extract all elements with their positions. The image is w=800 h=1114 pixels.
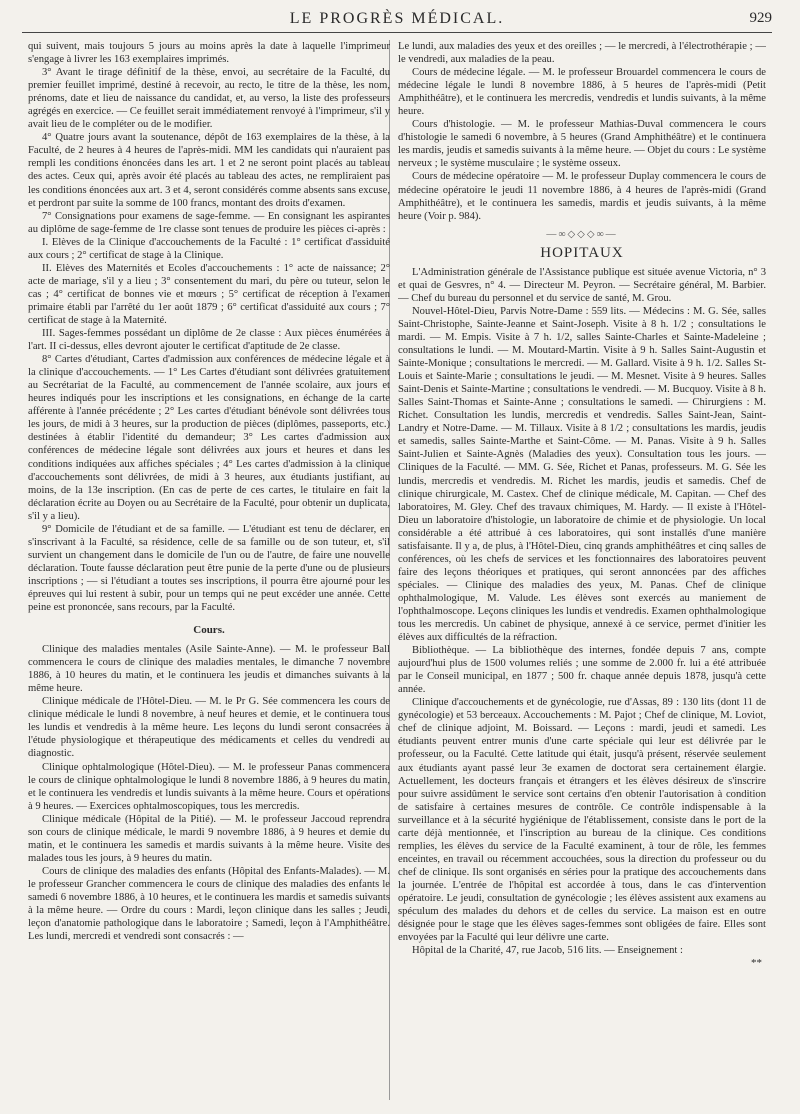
paragraph: Cours de clinique des maladies des enfants (Hôpital des Enfants-Malades). — M. le professeur Grancher commencera le cours de clinique des maladies des enfants le samedi 6 novembre 1886, à 10 heures, et le continuera les mardis et samedis suivants à la même heure. — Ordre du cours : Mardi, leçon clinique dans les salles ; Jeudi, leçon d'anatomie pathologique dans le laboratoire ; Samedi, leçon à l'Amphithéâtre. Les lundi, mercredi et vendredi sont consacrés : — [28, 865, 390, 943]
paragraph: 7° Consignations pour examens de sage-femme. — En consignant les aspirantes au diplôme de sage-femme de 1re classe sont tenues de produire les pièces ci-après : [28, 210, 390, 235]
paragraph: Le lundi, aux maladies des yeux et des oreilles ; — le mercredi, à l'électrothérapie ; — le vendredi, aux maladies de la peau. [398, 41, 766, 66]
journal-title: LE PROGRÈS MÉDICAL. [289, 10, 505, 27]
paragraph: 3° Avant le tirage définitif de la thèse, envoi, au secrétaire de la Faculté, du premier feuillet imprimé, destiné à recevoir, au recto, le titre de la thèse, les nom, prénoms, date et lieu de naissance du candidat, et, au verso, la liste des professeurs agrégés en exercice. — Ce feuillet serait immédiatement renvoyé à l'imprimeur, s'il y avait lieu de le compléter ou de le modifier. [28, 67, 390, 131]
paragraph: II. Elèves des Maternités et Ecoles d'accouchements : 1° acte de naissance; 2° acte de mariage, s'il y a lieu ; 3° consentement du mari, du père ou tuteur, selon le cas ; 4° certificat de bonnes vie et mœurs ; 5° certificat de réception à l'examen primaire établi par l'arrêté du 1er août 1879 ; 6° certificat d'assiduité aux cours ; 7° certificat de stage à la Maternité. [28, 262, 390, 326]
paragraph: Clinique ophtalmologique (Hôtel-Dieu). — M. le professeur Panas commencera le cours de clinique ophtalmologique le lundi 8 novembre 1886, à 9 heures du matin, et le continuera les vendredis et lundis suivants à la même heure. Cours et opérations à 9 heures. — Exercices ophtalmoscopiques, tous les mercredis. [28, 761, 390, 812]
paragraph: 4° Quatre jours avant la soutenance, dépôt de 163 exemplaires de la thèse, à la Faculté, de 2 heures à 4 heures de l'après-midi. MM les candidats qui n'auraient pas rempli les conditions énoncées dans les art. 1 et 2 ne seront point placés au tableau des actes. Ceux qui, après avoir été placés au tableau des actes, ne rempliraient pas les conditions énoncées aux art. 3 et 4, seront considérés comme absents sans excuse, et perdront par suite la somme de 100 francs, montant des droits d'examen. [28, 132, 390, 209]
paragraph: Nouvel-Hôtel-Dieu, Parvis Notre-Dame : 559 lits. — Médecins : M. G. Sée, salles Saint-Christophe, Sainte-Jeanne et Saint-Joseph. Visite à 8 h. 1/2 ; consultations le mardi. — M. Empis. Visite à 7 h. 1/2, salles Sainte-Charles et Sainte-Madeleine ; consultations le lundi. — M. Moutard-Martin. Visite à 9 h. Salles Saint-Augustin et Sainte-Monique ; consultations le mercredi. — M. Gallard. Visite à 9 h. 1/2. Salles St-Louis et Sainte-Marie ; consultations le jeudi. — M. Mesnet. Visite à 9 heures. Salles Saint-Denis et Sainte-Martine ; consultations le vendredi. — M. Bucquoy. Visite à 8 h. Salles Saint-Thomas et Sainte-Anne ; consultations le samedi. — Chirurgiens : M. Richet. Consultation les lundis, mercredis et vendredis. Salles Saint-Jean, Saint-Landry et Notre-Dame. — M. Tillaux. Visite à 8 1/2 ; consultations les mardis, jeudis et samedis, salles Sainte-Marthe et Saint-Côme. — M. Panas. Visite à 9 h. Salles Saint-Julien et Sainte-Agnès (Maladies des yeux). Consultation tous les jours. — Cliniques de la Faculté. — MM. G. Sée, Richet et Panas, professeurs. M. G. Sée les lundis, mercredis et vendredis. M. Richet les mardis, jeudis et samedis. Chef de clinique chirurgicale, M. Castex. Chef de clinique médicale, M. Capitan. — Chef des laboratoires, M. Gley. Chef des travaux chimiques, M. Hardy. — Il existe à l'Hôtel-Dieu un laboratoire d'histologie, un laboratoire de chimie et de physiologie. Un local considérable a été attribué à ces laboratoires, qui sont installés d'une manière satisfaisante. Il y a, de plus, à l'Hôtel-Dieu, cinq grands amphithéâtres et cinq salles de conférences, où les chefs de services et les fonctionnaires des laboratoires peuvent faire des leçons théoriques et pratiques, qui seront annoncées par des affiches spéciales. — Clinique des maladies des yeux, M. Panas. Chef de clinique ophthalmologique, M. Valude. Les élèves sont exercés au maniement de l'ophthalmoscope. Leçons cliniques les lundis et vendredis. Examen ophthalmologique tous les mercredis. Un cabinet de physique, annexé à ce service, permet d'initier les élèves aux difficultés de la réfraction. [398, 305, 766, 644]
paragraph: Bibliothèque. — La bibliothèque des internes, fondée depuis 7 ans, compte aujourd'hui plus de 1500 volumes reliés ; une somme de 2.000 fr. lui a été attribuée par le Conseil municipal, en 1877 ; 500 fr. chaque année depuis 1878, jusqu'à cette année. [398, 645, 766, 696]
paragraph: 8° Cartes d'étudiant, Cartes d'admission aux conférences de médecine légale et à la clinique d'accouchements. — 1° Les Cartes d'étudiant sont délivrées gratuitement au Secrétariat de la Faculté, au commencement de l'année scolaire, aux jours et heures indiqués pour les inscriptions et les consignations, en échange de la carte afférente à l'année précédente ; 2° Les cartes d'étudiant bénévole sont délivrées tous les jours, de midi à 3 heures, sur la production de pièces (diplômes, passeports, etc.) destinées à établir l'identité du demandeur; 3° Les cartes d'admission aux conférences de médecine légale sont délivrées aux jours et heures et dans les conditions indiquées aux affiches spéciales ; 4° Les cartes d'admission à la clinique d'accouchements sont délivrées, de midi à 3 heures, aux étudiants justifiant, au moins, de la 13e inscription. (En cas de perte de ces cartes, le titulaire en fait la déclaration écrite au Doyen ou au Secrétaire de la Faculté, pour obtenir un duplicata, s'il y a lieu). [28, 354, 390, 522]
paragraph: I. Elèves de la Clinique d'accouchements de la Faculté : 1° certificat d'assiduité aux cours ; 2° certificat de stage à la Clinique. [28, 236, 390, 261]
paragraph: Clinique médicale (Hôpital de la Pitié). — M. le professeur Jaccoud reprendra son cours de clinique médicale, le mardi 9 novembre 1886, à 9 heures et demie du matin, et le continuera les samedis et mardis suivants à la même heure. Visite des malades tous les jours, à 9 heures du matin. [28, 813, 390, 864]
paragraph: qui suivent, mais toujours 5 jours au moins après la date à laquelle l'imprimeur s'engage à livrer les 163 exemplaires imprimés. [28, 41, 390, 66]
ornament-divider: —∞◇◇◇∞— [546, 228, 618, 240]
end-stars: ** [751, 957, 762, 970]
paragraph: Cours d'histologie. — M. le professeur Mathias-Duval commencera le cours d'histologie le samedi 6 novembre, à 5 heures (Grand Amphithéâtre) et le continuera les mardis, jeudis et samedis suivants à la même heure. — Objet du cours : Le système nerveux ; le système musculaire ; le système osseux. [398, 119, 766, 170]
paragraph: III. Sages-femmes possédant un diplôme de 2e classe : Aux pièces énumérées à l'art. II ci-dessus, elles devront ajouter le certificat d'aptitude de 2e classe. [28, 328, 390, 353]
paragraph: Clinique des maladies mentales (Asile Sainte-Anne). — M. le professeur Ball commencera le cours de clinique des maladies mentales, le dimanche 7 novembre 1886, à 10 heures du matin, et le continuera les jeudis et dimanches suivants à la même heure. [28, 644, 390, 695]
paragraph: Cours de médecine opératoire — M. le professeur Duplay commencera le cours de médecine opératoire le jeudi 11 novembre 1886, à 4 heures de l'après-midi (Grand Amphithéâtre), et le continuera les samedis, mardis et jeudis suivants, à la même heure (Voir p. 984). [398, 171, 766, 222]
left-column [28, 40, 390, 1104]
paragraph: L'Administration générale de l'Assistance publique est située avenue Victoria, n° 3 et quai de Gesvres, n° 4. — Directeur M. Peyron. — Secrétaire général, M. Barbier. — Chef du bureau du personnel et du service de santé, M. Grou. [398, 266, 766, 304]
paragraph: Hôpital de la Charité, 47, rue Jacob, 516 lits. — Enseignement : [412, 945, 683, 957]
paragraph: 9° Domicile de l'étudiant et de sa famille. — L'étudiant est tenu de déclarer, en s'inscrivant à la Faculté, sa résidence, celle de sa famille ou de son tuteur, et, s'il survient un changement dans le domicile de l'un ou de l'autre, de faire une nouvelle déclaration. Toute fausse déclaration peut être punie de la perte d'une ou de plusieurs inscriptions ; — si l'étudiant a toutes ses inscriptions, il pourra être ajourné pour les épreuves qui lui restent à subir, pour un temps qui ne peut excéder une année. Cette peine est prononcée, sans recours, par la Faculté. [28, 523, 390, 614]
paragraph: Cours de médecine légale. — M. le professeur Brouardel commencera le cours de médecine légale le lundi 8 novembre 1886, à 5 heures de l'après-midi (Petit Amphithéâtre), et le continuera les mercredis, vendredis et lundis suivants, à la même heure. [398, 67, 766, 118]
paragraph: Clinique d'accouchements et de gynécologie, rue d'Assas, 89 : 130 lits (dont 11 de gynécologie) et 53 berceaux. Accouchements : M. Pajot ; Chef de clinique, M. Loviot, chef de clinique adjoint, M. Boissard. — Leçons : mardi, jeudi et samedi. Les étudiants peuvent entrer munis d'une carte spéciale qui leur est délivrée par le professeur, ou la Faculté. Cette latitude qui était, jusqu'à présent, réservée seulement aux étudiants ayant passé leur 3e examen de doctorat sera certainement élargie. Actuellement, les docteurs français et étrangers et les élèves désireux de s'inscrire pour suivre assidûment le service sont certains d'en obtenir l'autorisation à condition de satisfaire à certaines mesures de contrôle. Ce contrôle indispensable à la surveillance et à la sécurité hygiénique de l'établissement, consiste dans le port de la carte déjà mentionnée, et l'inscription au bureau de la clinique. Ces conditions remplies, les élèves du service de la Faculté examinent, à tour de rôle, les femmes enceintes, en travail ou récemment accouchées, sous la direction du professeur ou du chef de clinique. Ils sont organisés en séries pour la pratique des accouchements dans la journée. L'entrée de l'hôpital est accordée à tous, dans le cas d'intervention opératoire. Le jeudi, consultation de gynécologie ; les élèves assistent aux examens au spéculum des malades du dehors et de celles du service. La maison est en outre désignée pour le stage que les élèves sages-femmes sont obligées de faire. Elles sont envoyées par la Faculté qui leur délivre une carte. [398, 697, 766, 944]
page-number: 929 [749, 10, 772, 26]
right-column [398, 40, 766, 1104]
section-title-cours: Cours. [193, 624, 225, 637]
page-header [22, 10, 772, 33]
section-title-hopitaux: HOPITAUX [540, 244, 624, 261]
paragraph: Clinique médicale de l'Hôtel-Dieu. — M. le Pr G. Sée commencera les cours de clinique médicale le lundi 8 novembre, à neuf heures et demie, et le continuera tous les lundis et vendredis à la même heure. Les leçons du lundi seront consacrées à l'étude physiologique et thérapeutique des médicaments et celles du vendredi au diagnostic. [28, 696, 390, 760]
